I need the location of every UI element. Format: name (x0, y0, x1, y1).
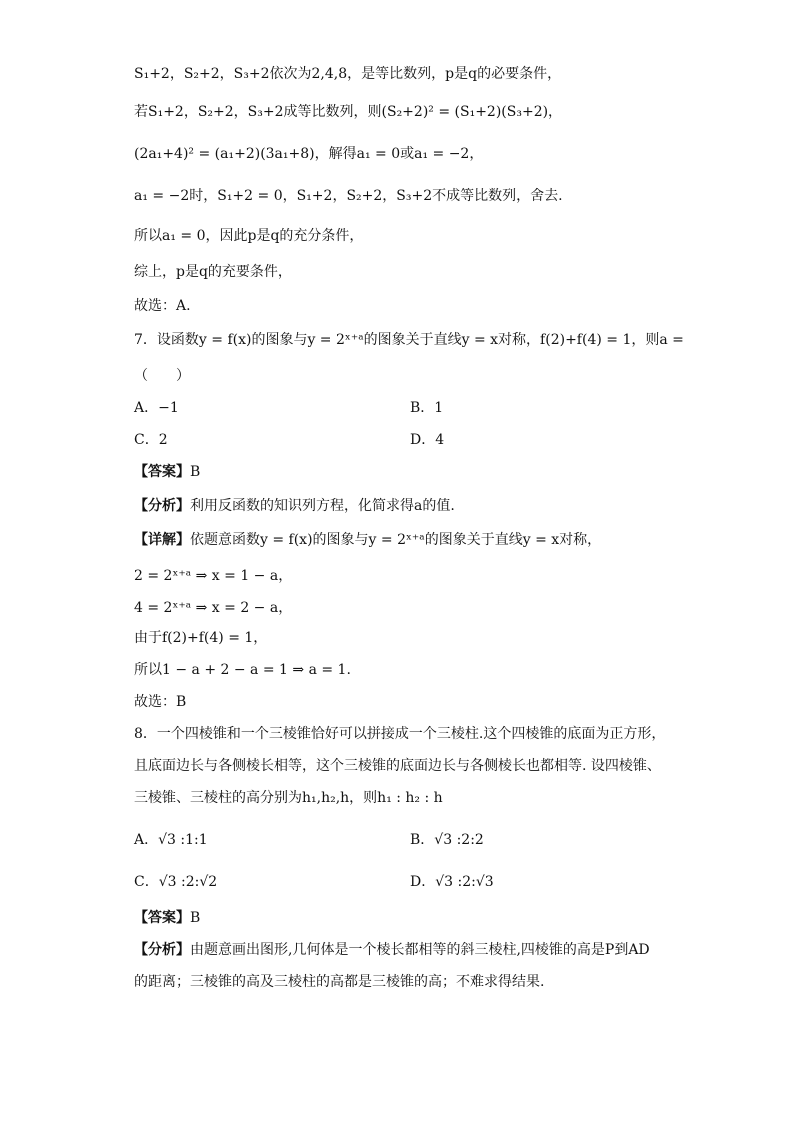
answer-text: B (190, 464, 201, 480)
q7-step: 4 = 2ˣ⁺ᵃ ⇒ x = 2 − a， (134, 600, 293, 616)
analysis-tag: 【分析】 (134, 498, 190, 514)
q7-option-a: A．−1 (134, 400, 179, 416)
q7-analysis (134, 496, 455, 516)
analysis-text: 利用反函数的知识列方程，化简求得a的值. (190, 498, 455, 514)
solution-line: 故选：A. (134, 298, 191, 314)
q7-step: 2 = 2ˣ⁺ᵃ ⇒ x = 1 − a， (134, 568, 293, 584)
detail-text: 依题意函数y = f(x)的图象与y = 2ˣ⁺ᵃ的图象关于直线y = x对称， (190, 532, 602, 548)
solution-line: (2a₁+4)² = (a₁+2)(3a₁+8)，解得a₁ = 0或a₁ = −2， (134, 146, 484, 162)
answer-text: B (190, 910, 201, 926)
q7-answer (134, 462, 200, 482)
question-8-stem: 三棱锥、三棱柱的高分别为h₁,h₂,h，则h₁ : h₂ : h (134, 790, 443, 806)
question-7-stem: 7．设函数y = f(x)的图象与y = 2ˣ⁺ᵃ的图象关于直线y = x对称，f(2)+f(4) = 1，则a = (134, 332, 684, 348)
analysis-tag: 【分析】 (134, 942, 190, 958)
q7-option-c: C．2 (134, 432, 168, 448)
q8-option-c: C．√3 :2:√2 (134, 874, 218, 890)
analysis-text: 由题意画出图形,几何体是一个棱长都相等的斜三棱柱,四棱锥的高是P到AD (190, 942, 650, 958)
q7-step: 故选：B (134, 694, 187, 710)
solution-line: a₁ = −2时，S₁+2 = 0，S₁+2，S₂+2，S₃+2不成等比数列，舍去. (134, 188, 563, 204)
q8-analysis (134, 940, 650, 960)
q7-detail (134, 530, 601, 550)
q8-option-d: D．√3 :2:√3 (410, 874, 494, 890)
answer-tag: 【答案】 (134, 464, 190, 480)
q7-option-d: D．4 (410, 432, 445, 448)
question-8-stem: 且底面边长与各侧棱长相等，这个三棱锥的底面边长与各侧棱长也都相等. 设四棱锥、 (134, 758, 661, 774)
q8-answer (134, 908, 200, 928)
question-7-blank: （ ） (134, 368, 190, 384)
q8-option-b: B．√3 :2:2 (410, 832, 484, 848)
q7-step: 所以1 − a + 2 − a = 1 ⇒ a = 1. (134, 662, 351, 678)
solution-line: S₁+2，S₂+2，S₃+2依次为2,4,8，是等比数列，p是q的必要条件， (134, 66, 562, 82)
solution-line: 所以a₁ = 0，因此p是q的充分条件， (134, 228, 364, 244)
solution-line: 综上，p是q的充要条件， (134, 264, 292, 280)
detail-tag: 【详解】 (134, 532, 190, 548)
answer-tag: 【答案】 (134, 910, 190, 926)
q7-option-b: B．1 (410, 400, 444, 416)
solution-line: 若S₁+2，S₂+2，S₃+2成等比数列，则(S₂+2)² = (S₁+2)(S₃+2)， (134, 104, 563, 120)
question-8-stem: 8．一个四棱锥和一个三棱锥恰好可以拼接成一个三棱柱.这个四棱锥的底面为正方形， (134, 726, 666, 742)
q8-analysis-continued: 的距离；三棱锥的高及三棱柱的高都是三棱锥的高；不难求得结果. (134, 974, 545, 990)
q8-option-a: A．√3 :1:1 (134, 832, 208, 848)
q7-step: 由于f(2)+f(4) = 1， (134, 630, 268, 646)
